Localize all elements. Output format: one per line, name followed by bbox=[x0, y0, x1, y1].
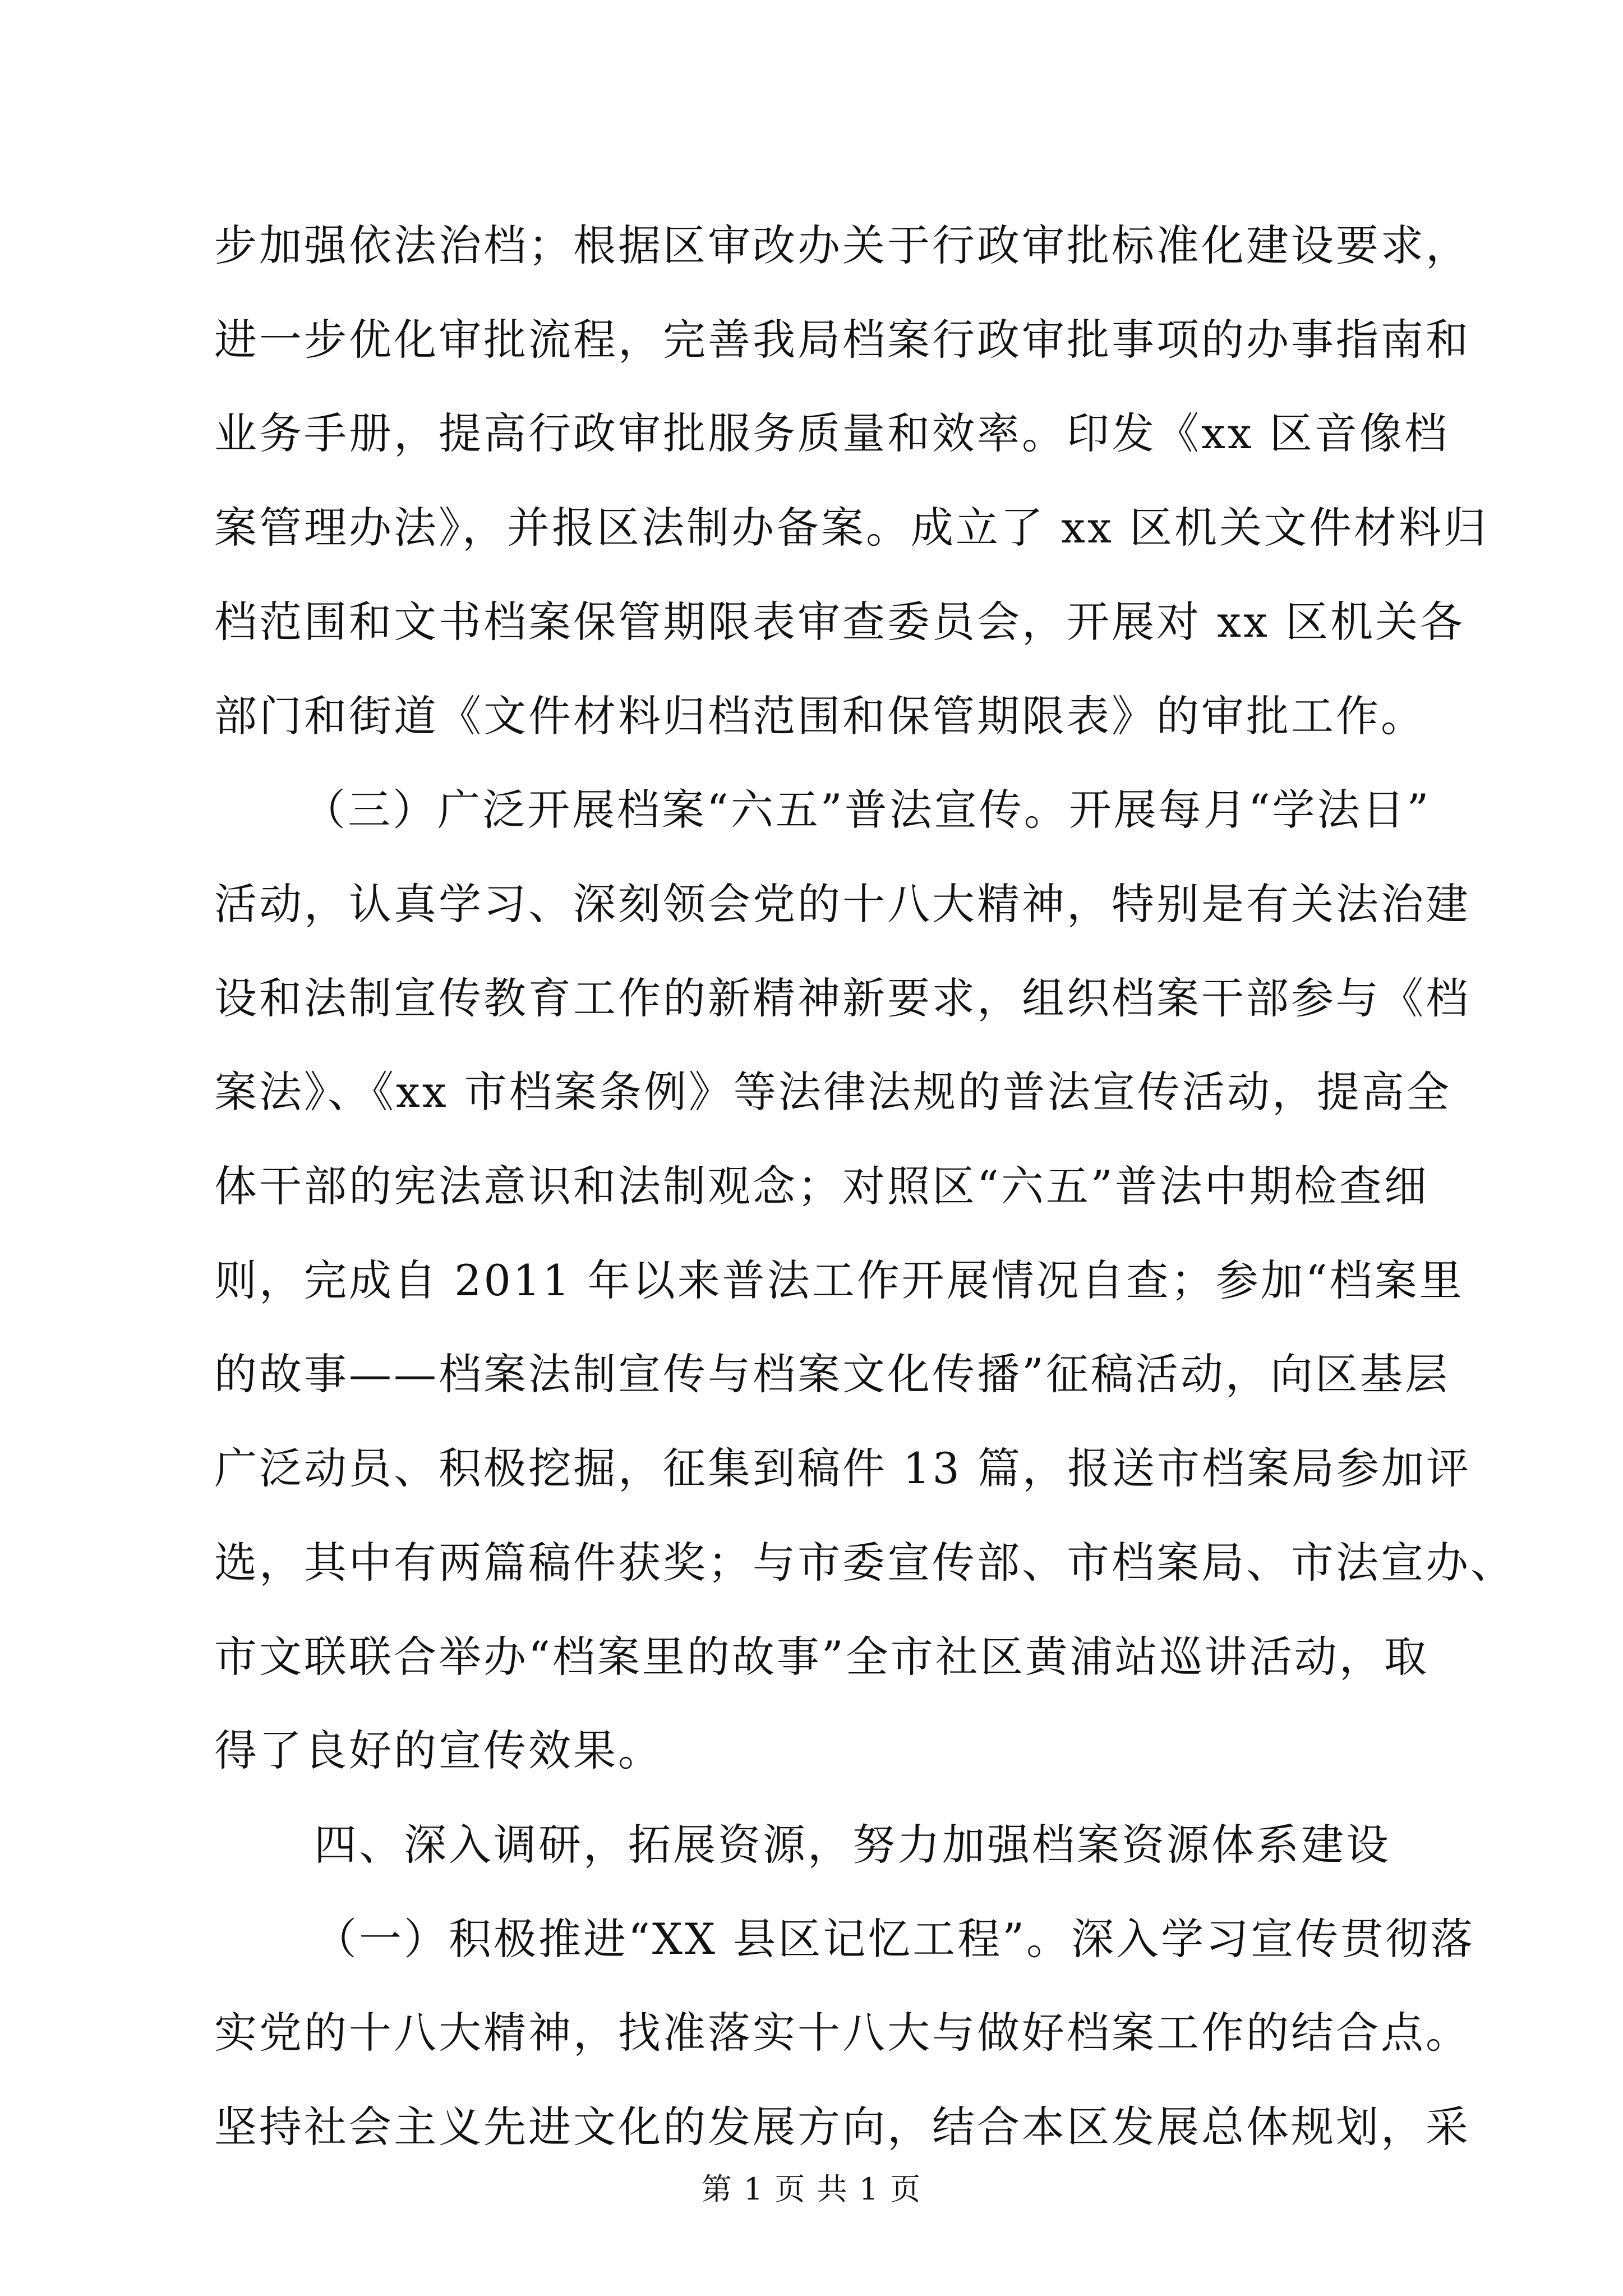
body-line: 活动，认真学习、深刻领会党的十八大精神，特别是有关法治建 bbox=[214, 878, 1470, 929]
page-footer: 第 1 页 共 1 页 bbox=[701, 2171, 922, 2207]
body-line: 的故事——档案法制宣传与档案文化传播”征稿活动，向区基层 bbox=[214, 1349, 1450, 1400]
section-heading-4: 四、深入调研，拓展资源，努力加强档案资源体系建设 bbox=[314, 1819, 1391, 1870]
body-line: 选，其中有两篇稿件获奖；与市委宣传部、市档案局、市法宣办、 bbox=[214, 1537, 1515, 1588]
body-line: 广泛动员、积极挖掘，征集到稿件 13 篇，报送市档案局参加评 bbox=[214, 1443, 1472, 1494]
body-line: 进一步优化审批流程，完善我局档案行政审批事项的办事指南和 bbox=[214, 314, 1470, 365]
section-heading-3: （三）广泛开展档案“六五”普法宣传。开展每月“学法日” bbox=[303, 785, 1431, 835]
body-line: 得了良好的宣传效果。 bbox=[214, 1726, 663, 1776]
body-line: 市文联联合举办“档案里的故事”全市社区黄浦站巡讲活动，取 bbox=[214, 1631, 1429, 1682]
body-line: 案管理办法》，并报区法制办备案。成立了 xx 区机关文件材料归 bbox=[214, 503, 1489, 553]
body-line: 则，完成自 2011 年以来普法工作开展情况自查；参加“档案里 bbox=[214, 1255, 1464, 1305]
body-line: 部门和街道《文件材料归档范围和保管期限表》的审批工作。 bbox=[214, 691, 1426, 741]
body-line: 体干部的宪法意识和法制观念；对照区“六五”普法中期检查细 bbox=[214, 1161, 1429, 1211]
body-line: 步加强依法治档；根据区审改办关于行政审批标准化建设要求， bbox=[214, 220, 1470, 270]
body-line: 案法》、《xx 市档案条例》等法律法规的普法宣传活动，提高全 bbox=[214, 1067, 1451, 1117]
subsection-heading-1: （一）积极推进“XX 县区记忆工程”。深入学习宣传贯彻落 bbox=[314, 1913, 1476, 1964]
body-line: 档范围和文书档案保管期限表审查委员会，开展对 xx 区机关各 bbox=[214, 596, 1465, 647]
body-line: 设和法制宣传教育工作的新精神新要求，组织档案干部参与《档 bbox=[214, 973, 1470, 1023]
body-line: 业务手册，提高行政审批服务质量和效率。印发《xx 区音像档 bbox=[214, 408, 1449, 459]
body-line: 实党的十八大精神，找准落实十八大与做好档案工作的结合点。 bbox=[214, 2008, 1470, 2058]
body-line: 坚持社会主义先进文化的发展方向，结合本区发展总体规划，采 bbox=[214, 2102, 1470, 2152]
